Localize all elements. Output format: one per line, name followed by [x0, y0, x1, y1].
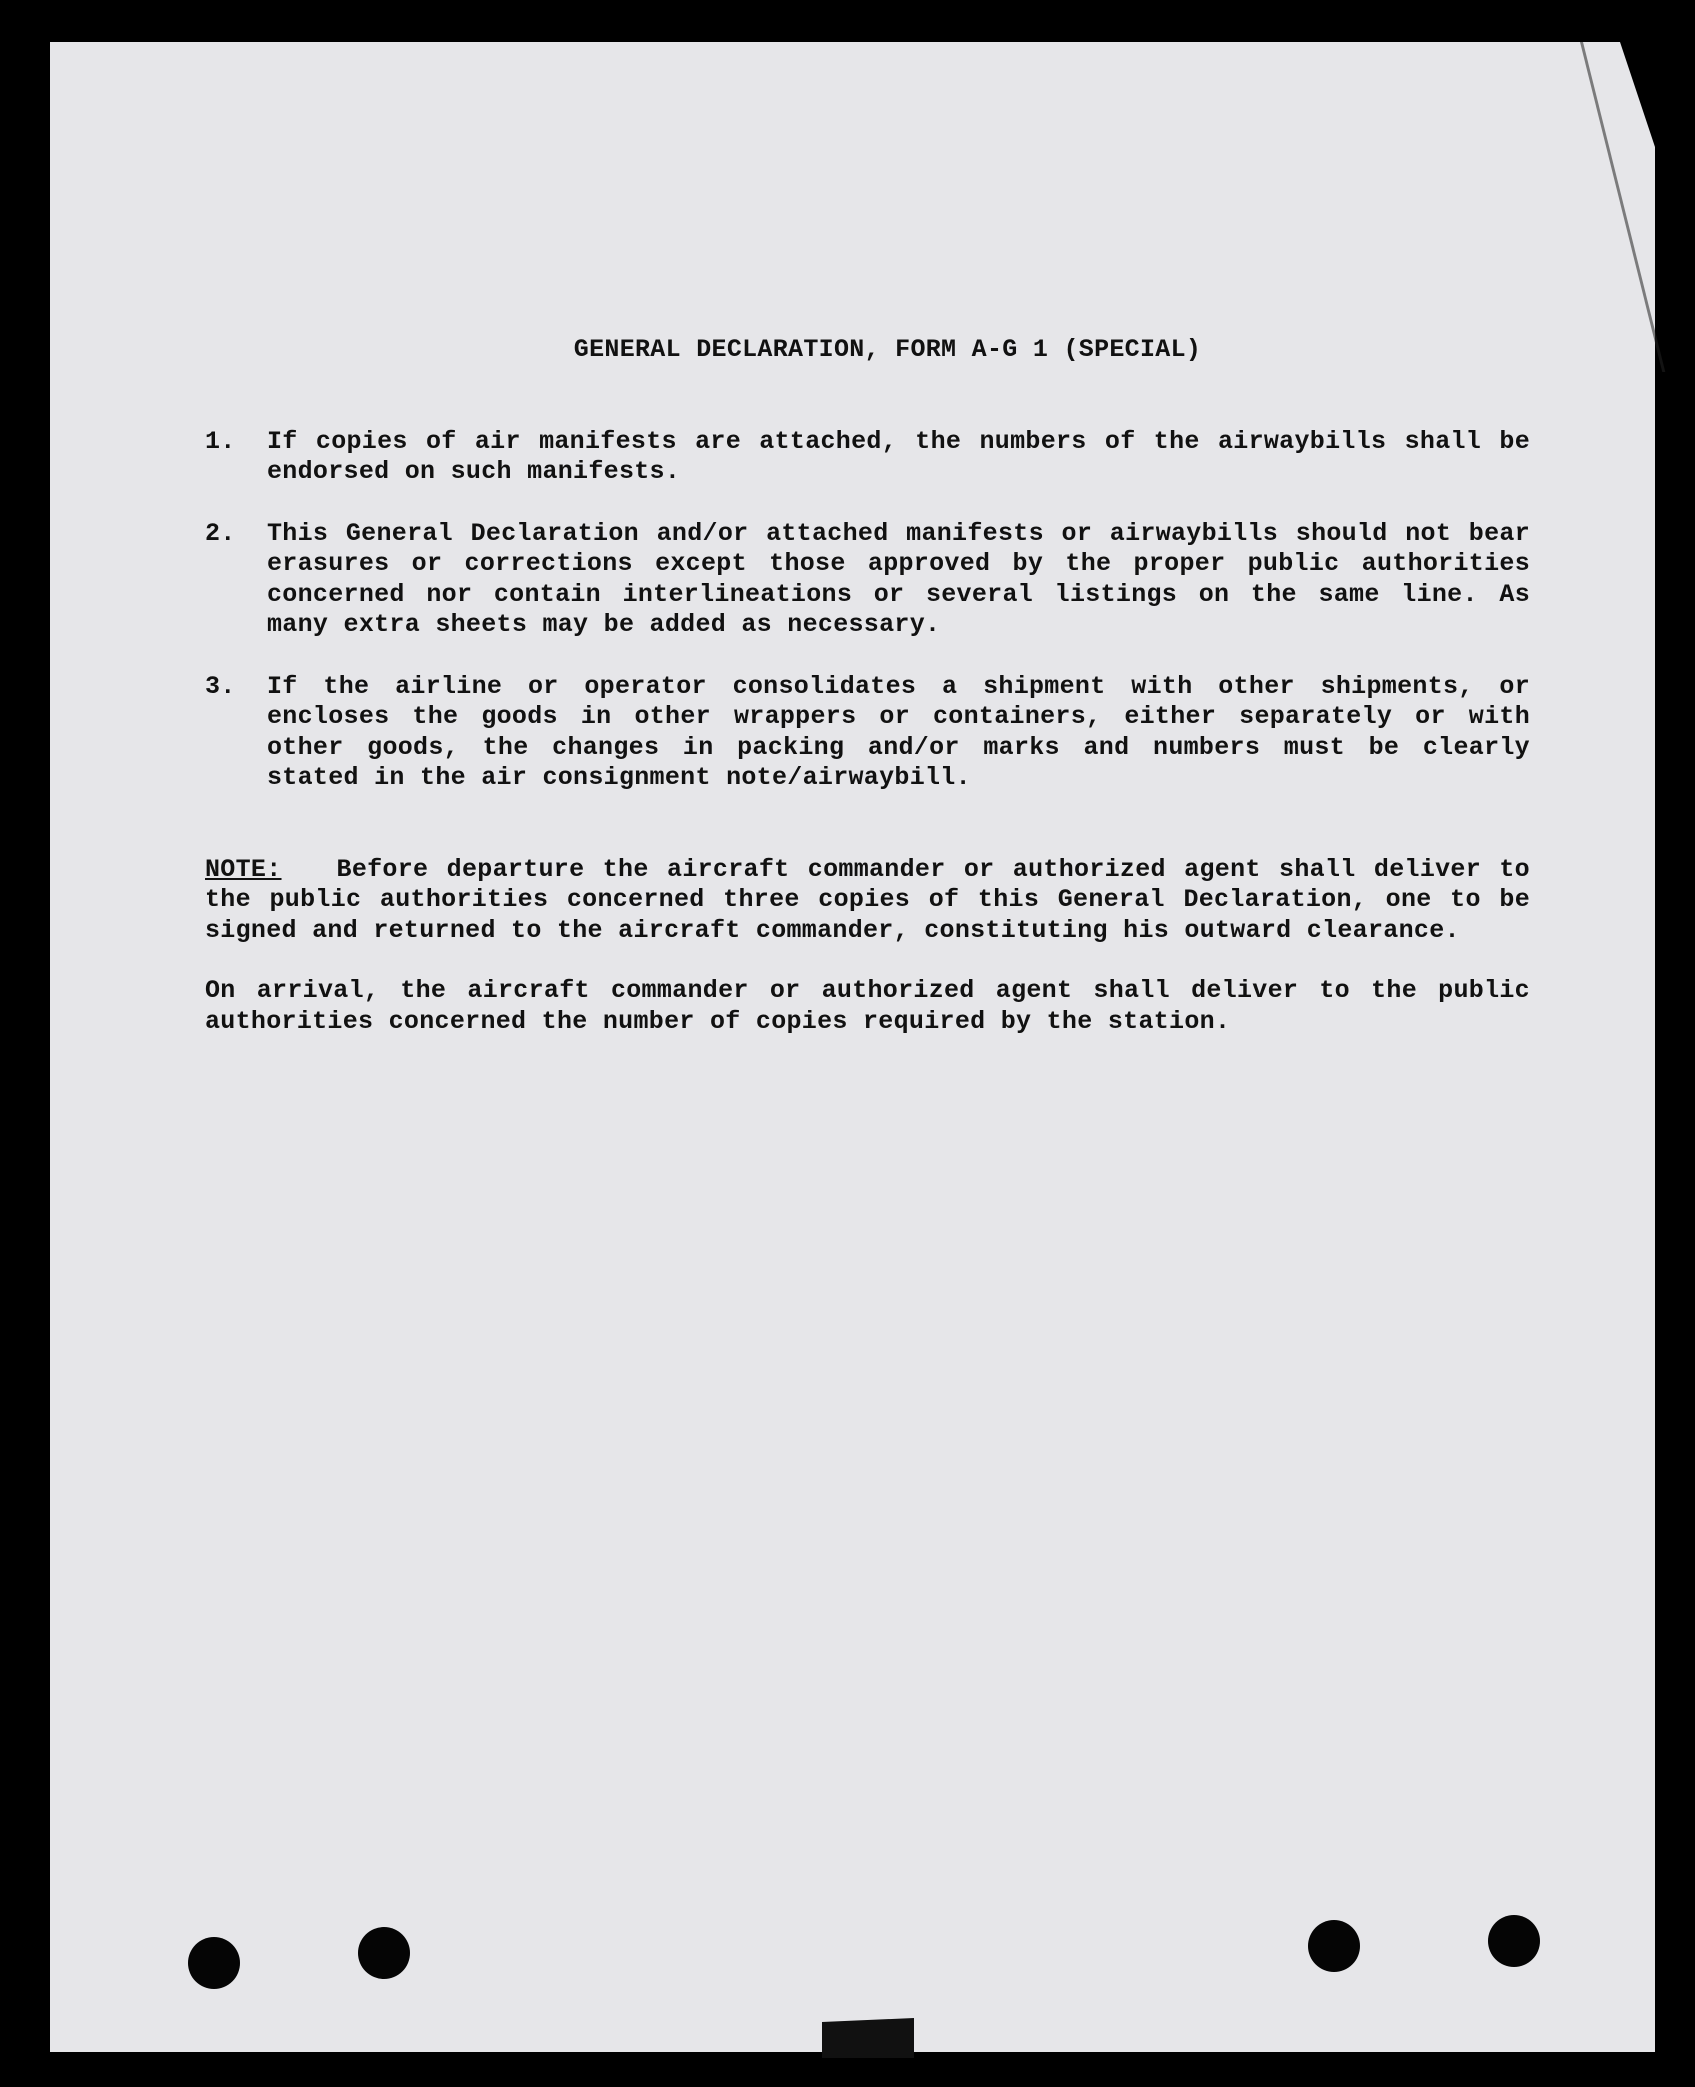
arrival-paragraph: On arrival, the aircraft commander or authorized agent shall deliver to the public authorities concerned the number of copies required by the station. [205, 976, 1530, 1036]
document-body [205, 335, 1530, 1037]
item-text: If copies of air manifests are attached, the numbers of the airwaybills shall be endorsed on such manifests. [267, 426, 1530, 486]
instruction-item-1 [205, 427, 1530, 488]
instruction-item-3 [205, 672, 1530, 794]
note-label: NOTE: [205, 854, 282, 884]
punch-hole [358, 1927, 410, 1979]
note-paragraph [205, 855, 1530, 947]
item-number: 1. [205, 426, 236, 456]
item-number: 2. [205, 518, 236, 548]
punch-hole [1308, 1920, 1360, 1972]
item-text: This General Declaration and/or attached manifests or airwaybills should not bear erasures or corrections except those approved by the proper public authorities concerned nor contain interlineations or several listings on the same line. As many extra sheets may be added as necessary. [267, 518, 1530, 639]
document-title: GENERAL DECLARATION, FORM A-G 1 (SPECIAL) [573, 335, 1202, 364]
punch-hole [1488, 1915, 1540, 1967]
item-number: 3. [205, 671, 236, 701]
item-text: If the airline or operator consolidates a shipment with other shipments, or encloses the goods in other wrappers or containers, either separately or with other goods, the changes in packing and/or marks and numbers must be clearly stated in the air consignment note/airwaybill. [267, 671, 1530, 792]
punch-hole [188, 1937, 240, 1989]
note-text: Before departure the aircraft commander or authorized agent shall deliver to the public authorities concerned three copies of this General Declaration, one to be signed and returned to the aircraft commander, constituting his outward clearance. [205, 854, 1530, 945]
instruction-item-2 [205, 519, 1530, 641]
binding-tab [822, 2018, 914, 2058]
